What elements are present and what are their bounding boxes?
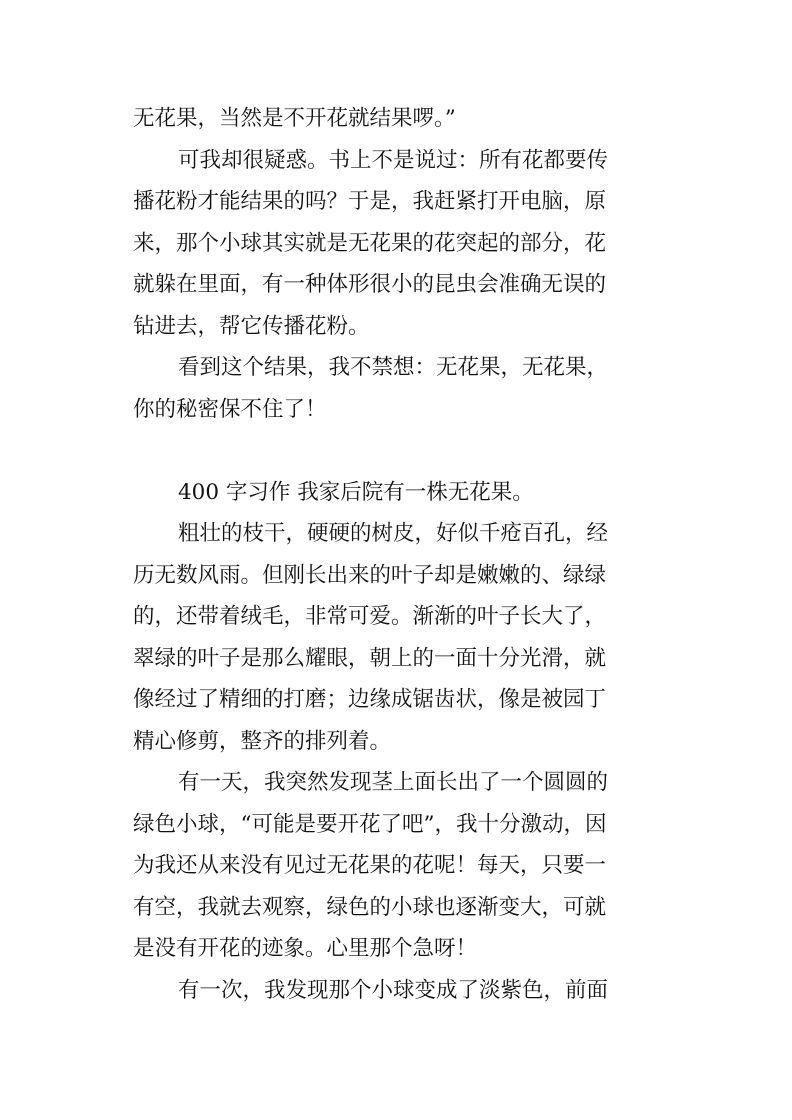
essay-text <box>133 98 663 1011</box>
text-line: 绿色小球，“可能是要开花了吧”，我十分激动，因 <box>133 811 607 837</box>
text-line: 的，还带着绒毛，非常可爱。渐渐的叶子长大了， <box>133 604 607 629</box>
paragraph-start-line: 可我却很疑惑。书上不是说过：所有花都要传 <box>178 147 609 173</box>
paragraph-start-line: 有一次，我发现那个小球变成了淡紫色，前面 <box>178 977 609 1003</box>
text-line: 是没有开花的迹象。心里那个急呀！ <box>133 936 478 961</box>
text-line: 钻进去，帮它传播花粉。 <box>133 313 370 339</box>
paragraph-start-line: 粗壮的枝干，硬硬的树皮，好似千疮百孔，经 <box>178 521 609 546</box>
text-line: 播花粉才能结果的吗？于是，我赶紧打开电脑，原 <box>133 189 607 214</box>
paragraph-start-line: 看到这个结果，我不禁想：无花果，无花果， <box>178 355 609 380</box>
text-line: 翠绿的叶子是那么耀眼，朝上的一面十分光滑，就 <box>133 645 607 671</box>
text-line: 精心修剪，整齐的排列着。 <box>133 728 392 754</box>
section-spacer <box>133 430 663 472</box>
text-line: 无花果，当然是不开花就结果啰。” <box>133 106 456 131</box>
text-line: 有空，我就去观察，绿色的小球也逐渐变大，可就 <box>133 894 607 920</box>
essay-title-line: 400 字习作 我家后院有一株无花果。 <box>178 479 534 505</box>
text-line: 就躲在里面，有一种体形很小的昆虫会准确无误的 <box>133 272 607 297</box>
paragraph-start-line: 有一天，我突然发现茎上面长出了一个圆圆的 <box>178 770 609 795</box>
text-line: 你的秘密保不住了！ <box>133 396 327 422</box>
text-line: 来，那个小球其实就是无花果的花突起的部分，花 <box>133 230 607 256</box>
text-line: 像经过了精细的打磨；边缘成锯齿状，像是被园丁 <box>133 687 607 712</box>
text-line: 历无数风雨。但刚长出来的叶子却是嫩嫩的、绿绿 <box>133 562 607 588</box>
text-line: 为我还从来没有见过无花果的花呢！每天，只要一 <box>133 853 607 878</box>
